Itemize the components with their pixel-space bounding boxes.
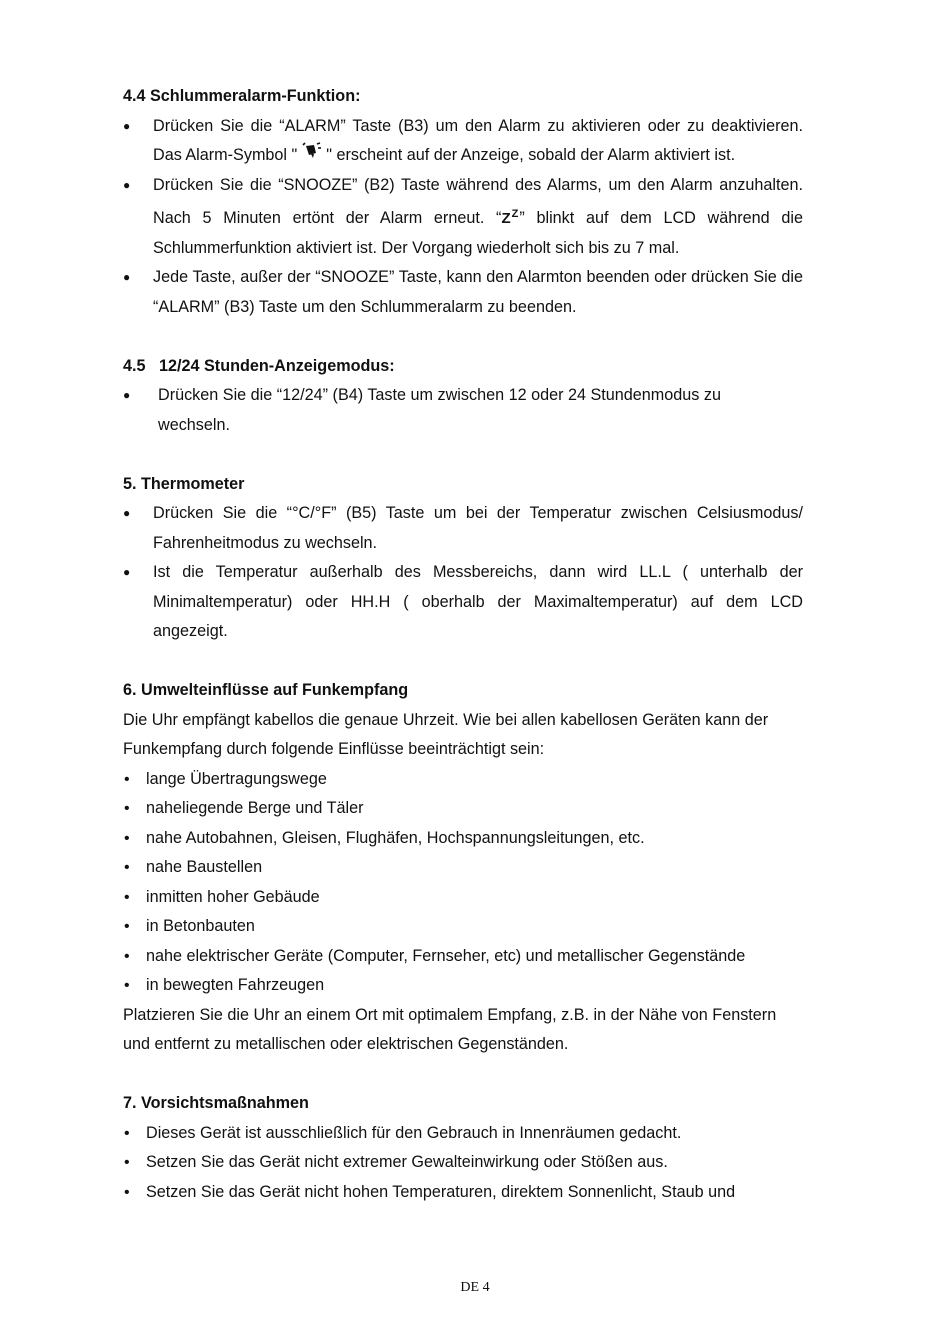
list-item: • nahe Autobahnen, Gleisen, Flughäfen, Hochspannungsleitungen, etc. — [123, 824, 803, 854]
text: Drücken Sie die “12/24” (B4) Taste um zwischen 12 oder 24 Stundenmodus zu wechseln. — [158, 386, 721, 434]
bullet-list — [123, 1119, 803, 1208]
list-item — [123, 171, 803, 264]
list-item: • Setzen Sie das Gerät nicht hohen Temperaturen, direktem Sonnenlicht, Staub und — [123, 1178, 803, 1208]
text: " erscheint auf der Anzeige, sobald der Alarm aktiviert ist. — [326, 146, 736, 165]
list-item: • inmitten hoher Gebäude — [123, 883, 803, 913]
section-6 — [123, 676, 803, 1060]
list-item — [123, 263, 803, 322]
alarm-bell-icon — [302, 141, 322, 171]
text: Drücken Sie die “°C/°F” (B5) Taste um bei der Temperatur zwischen Celsiusmodus/ Fahrenheitmodus zu wechseln. — [153, 504, 803, 552]
list-item: • nahe Baustellen — [123, 853, 803, 883]
list-item: • naheliegende Berge und Täler — [123, 794, 803, 824]
section-title: 6. Umwelteinflüsse auf Funkempfang — [123, 681, 409, 700]
list-item — [123, 558, 803, 647]
snooze-zz-icon — [501, 210, 519, 227]
bullet-list — [123, 499, 803, 647]
section-4-5 — [123, 352, 803, 441]
section-title: 4.4 Schlummeralarm-Funktion: — [123, 87, 361, 105]
section-title: 7. Vorsichtsmaßnahmen — [123, 1094, 309, 1113]
zz-glyph-sup: Z — [511, 208, 520, 221]
section-title: 5. Thermometer — [123, 474, 245, 493]
list-item: • in Betonbauten — [123, 912, 803, 942]
bullet-list — [123, 381, 803, 440]
paragraph: Die Uhr empfängt kabellos die genaue Uhrzeit. Wie bei allen kabellosen Geräten kann der Funkempfang durch folgende Einflüsse beeinträchtigt sein: — [123, 710, 769, 759]
list-item — [123, 112, 803, 171]
bullet-list — [123, 765, 803, 1001]
paragraph: Platzieren Sie die Uhr an einem Ort mit optimalem Empfang, z.B. in der Nähe von Fenstern und entfernt zu metallischen oder elektrischen Gegenständen. — [123, 1005, 777, 1054]
section-title: 4.5 12/24 Stunden-Anzeigemodus: — [123, 356, 395, 375]
list-item: • lange Übertragungswege — [123, 765, 803, 795]
list-item — [123, 381, 803, 440]
page-number: DE 4 — [460, 1280, 490, 1295]
text: ” blinkt auf dem LCD während die Schlummerfunktion aktiviert ist. Der Vorgang wiederholt sich bis zu 7 mal. — [153, 209, 803, 257]
section-7 — [123, 1089, 803, 1207]
zz-glyph: Z — [501, 210, 512, 228]
bullet-list — [123, 112, 803, 323]
section-5 — [123, 470, 803, 647]
text: Jede Taste, außer der “SNOOZE” Taste, kann den Alarmton beenden oder drücken Sie die “ALARM” (B3) Taste um den Schlummeralarm zu beenden. — [153, 268, 803, 316]
section-4-4 — [123, 82, 803, 322]
list-item: • Dieses Gerät ist ausschließlich für den Gebrauch in Innenräumen gedacht. — [123, 1119, 803, 1149]
list-item — [123, 499, 803, 558]
list-item: • Setzen Sie das Gerät nicht extremer Gewalteinwirkung oder Stößen aus. — [123, 1148, 803, 1178]
text: Ist die Temperatur außerhalb des Messbereichs, dann wird LL.L ( unterhalb der Minimaltemperatur) oder HH.H ( oberhalb der Maximaltemperatur) auf dem LCD angezeigt. — [153, 563, 803, 641]
list-item: • nahe elektrischer Geräte (Computer, Fernseher, etc) und metallischer Gegenstände — [123, 942, 803, 972]
text: Drücken Sie die “SNOOZE” (B2) Taste während des Alarms, um den Alarm anzuhalten. Nach 5 Minuten ertönt der Alarm erneut. “ — [153, 175, 803, 228]
page-content — [123, 82, 803, 1237]
text: Drücken Sie die “ALARM” Taste (B3) um den Alarm zu aktivieren oder zu deaktivieren. Das Alarm-Symbol " — [153, 116, 803, 165]
list-item: • in bewegten Fahrzeugen — [123, 971, 803, 1001]
